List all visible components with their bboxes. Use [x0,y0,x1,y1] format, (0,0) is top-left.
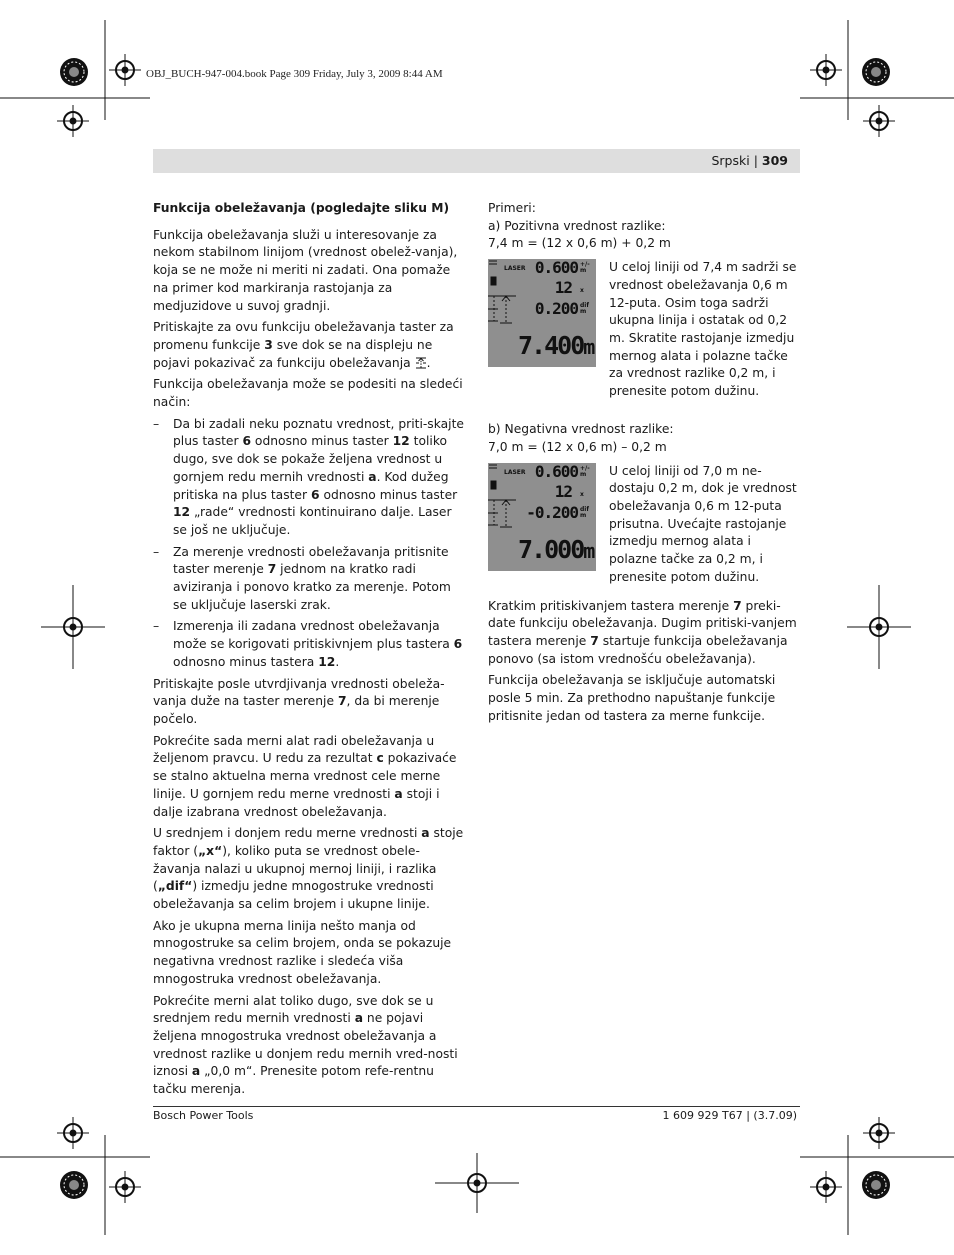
display-unit-label: +/- m [580,464,590,478]
marking-function-icon [415,356,427,369]
list-item: – Izmerenja ili zadana vrednost obeležavanja može se korigovati pritiskivnjem plus tastera 6 odnosno minus tastera 12. [153,619,463,669]
paragraph-move-tool: Pokrećite sada merni alat radi obeležavanja u željenom pravcu. U redu za rezultat c pokazivaće se stalno aktuelna merna vrednost cele merne linije. U gornjem redu merne vrednosti a stoji i dalje izabrana vrednost obeležavanja. [153,733,457,819]
display-factor-label: x [580,287,584,295]
header-separator: | [753,153,758,168]
display-row-difference: 0.200 [534,299,578,319]
paragraph-activate: Pritiskajte za ovu funkciju obeležavanja taster za promenu funkcije 3 sve dok se na displeju ne pojavi pokazivač za funkciju obeležavanja . [153,320,454,370]
paragraph-interrupt: Kratkim pritiskivanjem tastera merenje 7 preki-date funkciju obeležavanja. Dugim pritiski-vanjem tastera merenje 7 startuje funkcija obeležavanja ponovo (sa istom vrednošću obeležavanja). [488,598,797,666]
display-row-value: 0.600 [534,259,578,278]
list-item: – Da bi zadali neku poznatu vrednost, priti-skajte plus taster 6 odnosno minus taster 12 toliko dugo, sve dok se pokaže željena vrednost u gornjem redu mernih vrednosti a. Kod dužeg pritiska na plus taster 6 odnosno minus taster 12 „rade“ vrednosti kontinuirano dalje. Laser se još ne uključuje. [153,416,464,537]
left-column [153,200,465,1103]
paragraph-transfer: Pokrećite merni alat toliko dugo, sve dok se u srednjem redu mernih vrednosti a ne pojavi željena mnogostruka vrednost obeležavanja a vrednost razlike u donjem redu mernih vred-nosti iznosi a „0,0 m“. Prenesite potom refe-rentnu tačku merenja. [153,993,458,1097]
paragraph-intro: Funkcija obeležavanja služi u interesovanje za nekom stabilnom linijom (vrednost obelež-vanja), koja se ne može ni meriti ni zadati. Ona pomaže na primer kod markiranja rastojanja za medjuzidove u suvoj gradnji. [153,227,458,313]
list-item: – Za merenje vrednosti obeležavanja pritisnite taster merenje 7 jednom na kratko radi aviziranja i ponovo kratko za merenje. Potom se uključuje laserski zrak. [153,544,451,612]
footer-brand: Bosch Power Tools [153,1109,254,1122]
example-b-text: U celoj liniji od 7,0 m ne-dostaju 0,2 m, dok je vrednost obeležavanja 0,6 m 12-puta prisutna. Uvećajte rastojanje izmedju mernog alata i polazne tačke za 0,2 m, i prenesite potom dužinu. [609,463,797,584]
paragraph-start-measure: Pritiskajte posle utvrdjivanja vrednosti obeleža-vanja duže na taster merenje 7, da bi merenje počelo. [153,676,445,726]
display-example-b [488,463,596,571]
display-result: 7.400m [518,331,594,361]
example-b-title: b) Negativna vrednost razlike: [488,422,674,437]
example-a-title: a) Pozitivna vrednost razlike: [488,218,666,233]
examples-label: Primeri: [488,201,536,215]
page-number: 309 [761,153,788,168]
display-row-value: 0.600 [534,462,578,481]
book-file-header: OBJ_BUCH-947-004.book Page 309 Friday, July 3, 2009 8:44 AM [146,68,443,80]
display-row-factor: 12 [554,481,572,501]
display-example-a [488,259,596,367]
display-unit-label: +/- m [580,261,590,275]
example-a-text: U celoj liniji od 7,4 m sadrži se vrednost obeležavanja 0,6 m 12-puta. Osim toga sadrži ukupna linija i ostatak od 0,2 m. Skratite rastojanje izmedju mernog alata i polazne tačke za vrednost razlike 0,2 m, i prenesite potom dužinu. [609,260,797,399]
example-b [488,463,800,590]
paragraph-factor: U srednjem i donjem redu merne vrednosti a stoje faktor („x“), koliko puta se vrednost obele-žavanja nalazi u ukupnoj mernoj liniji, i razlika („dif“) izmedju jedne mnogostruke vrednosti obeležavanja sa celim brojem i ukupne linije. [153,826,464,912]
display-laser-label: LASER [504,468,526,476]
page-header-band [153,149,800,173]
display-laser-label: LASER [504,265,526,273]
display-factor-label: x [580,490,584,498]
section-title: Funkcija obeležavanja (pogledajte sliku M) [153,201,450,215]
display-row-difference: -0.200 [526,502,578,522]
display-result: 7.000m [518,534,594,564]
paragraph-setup: Funkcija obeležavanja može se podesiti na sledeći način: [153,377,463,410]
page-header-text [711,153,788,168]
right-column [488,200,800,729]
display-dif-label: dif m [580,505,589,519]
paragraph-negative: Ako je ukupna merna linija nešto manja od mnogostruke sa celim brojem, onda se pokazuje negativna vrednost razlike i sledeća viša mnogostruka vrednost obeležavanja. [153,918,452,986]
header-language: Srpski [711,153,750,168]
example-a-formula: 7,4 m = (12 x 0,6 m) + 0,2 m [488,236,671,251]
example-b-formula: 7,0 m = (12 x 0,6 m) – 0,2 m [488,439,667,454]
example-a [488,259,800,419]
display-dif-label: dif m [580,302,589,316]
footer-doc-number: 1 609 929 T67 | (3.7.09) [662,1109,797,1122]
display-row-factor: 12 [554,278,572,298]
footer-rule [153,1106,800,1107]
paragraph-auto-off: Funkcija obeležavanja se isključuje automatski posle 5 min. Za prethodno napuštanje funkcije pritisnite jedan od tastera za merne funkcije. [488,673,776,723]
